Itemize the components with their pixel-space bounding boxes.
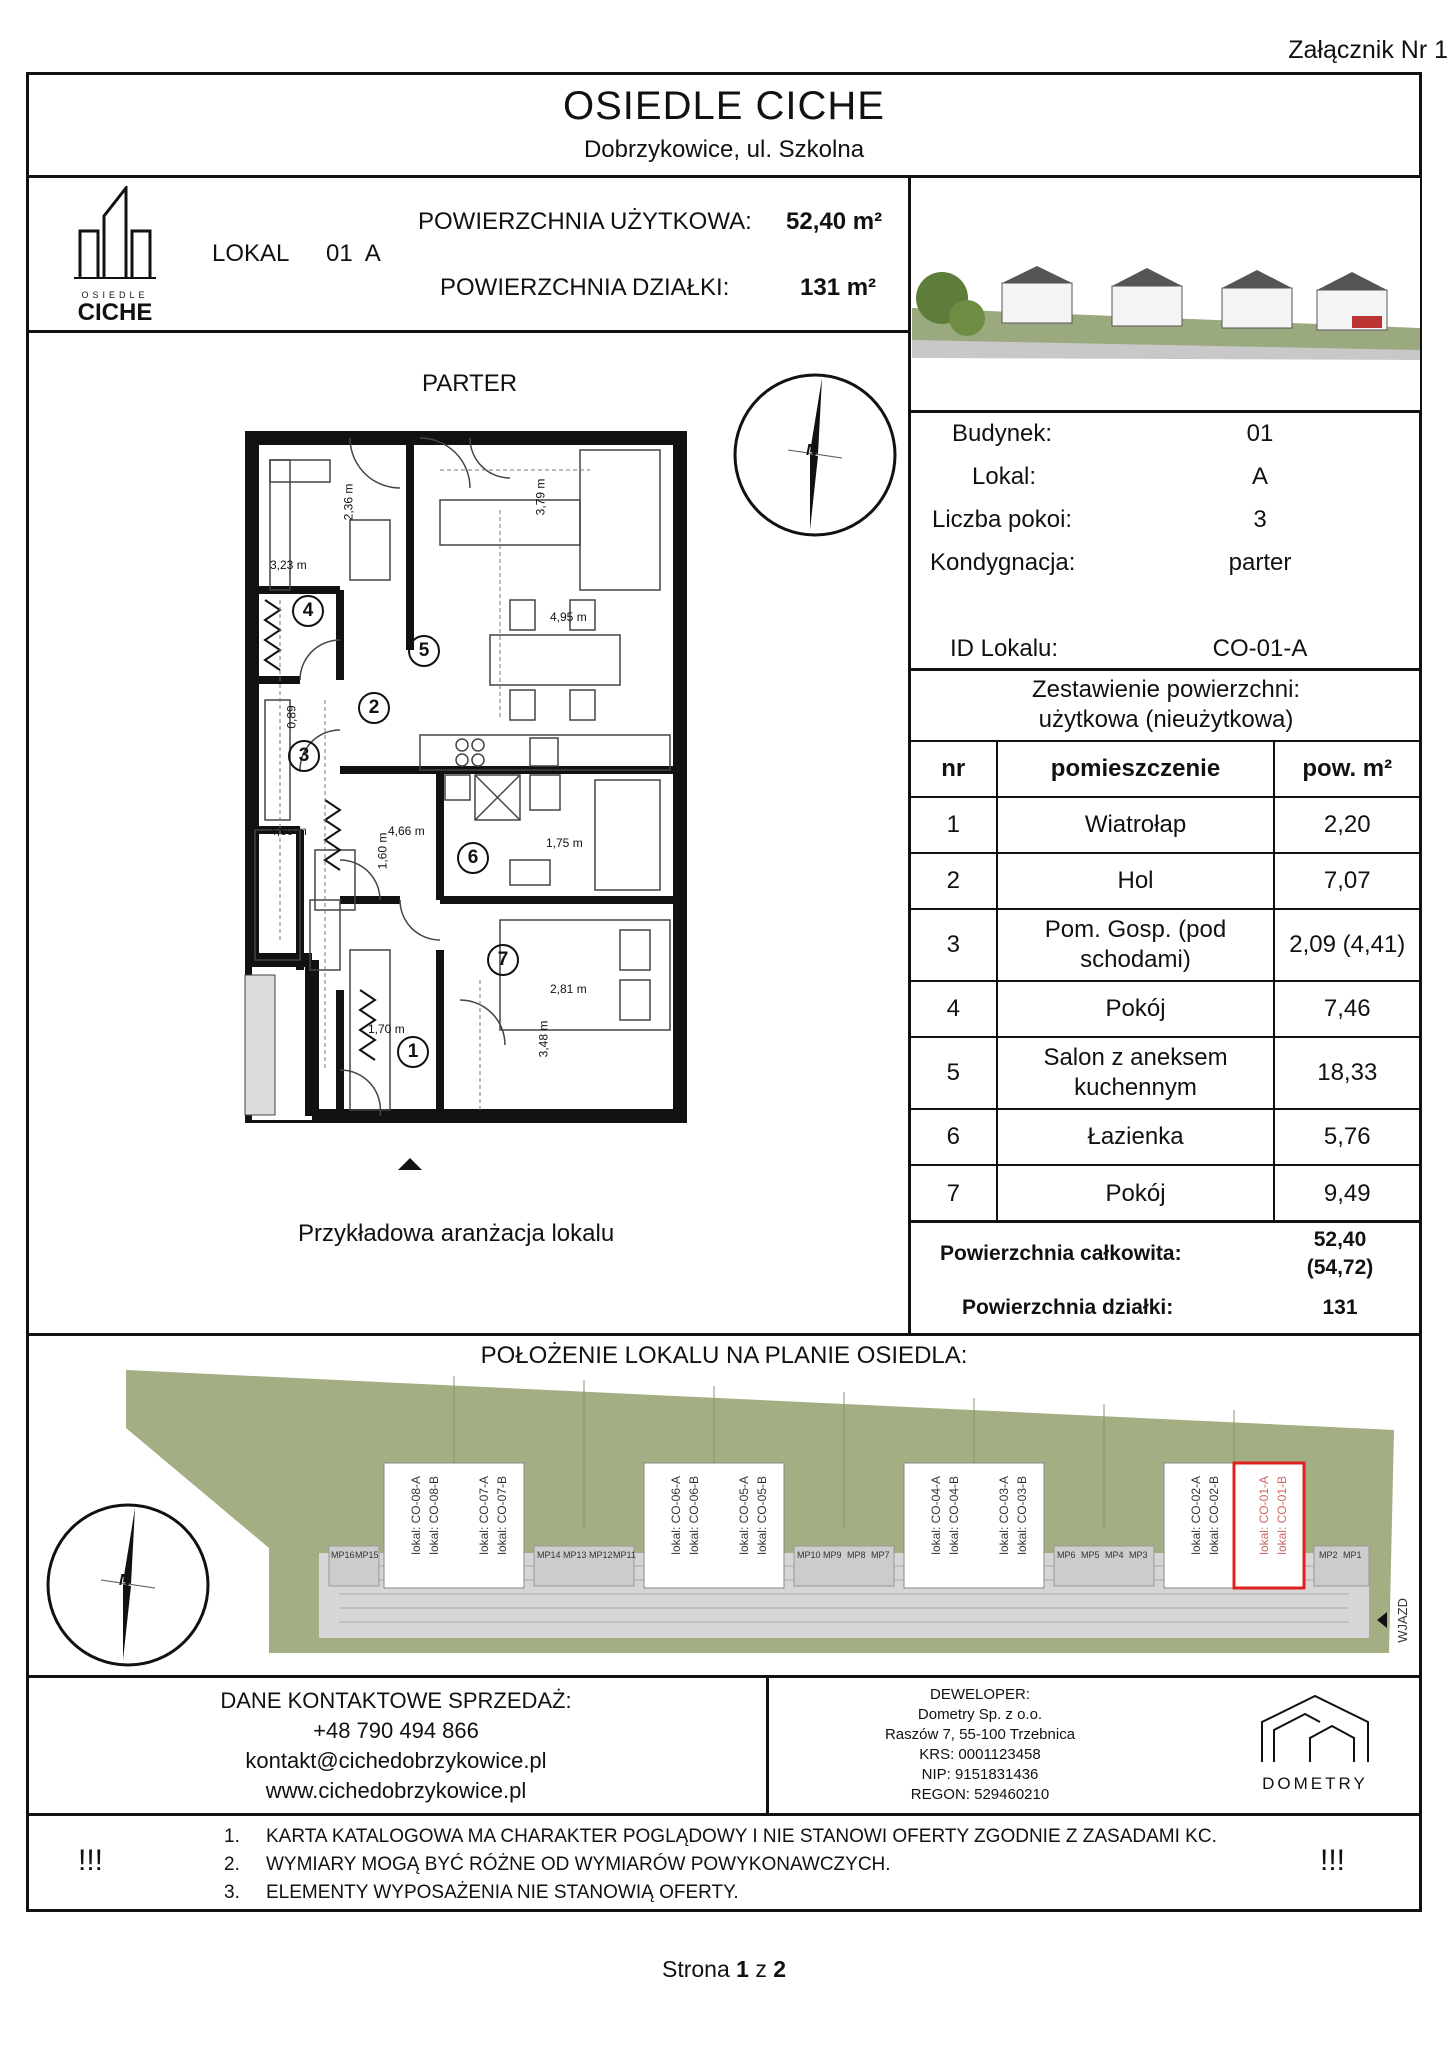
row-area: 2,09 (4,41) (1274, 909, 1420, 981)
lot-label: lokal: CO-04-B (947, 1476, 961, 1555)
parking-label: MP4 (1105, 1550, 1124, 1560)
area-table-header (910, 741, 1420, 797)
plot-area-table-label: Powierzchnia działki: (962, 1296, 1174, 1319)
usable-area-label: POWIERZCHNIA UŻYTKOWA: (418, 208, 752, 235)
lokal-value: 01 A (326, 240, 381, 267)
parking-label: MP1 (1343, 1550, 1362, 1560)
warning-mark-left: !!! (78, 1844, 104, 1877)
info-label-id: ID Lokalu: (950, 635, 1059, 662)
developer-regon: REGON: 529460210 (910, 1786, 1050, 1803)
room-marker-1: 1 (397, 1036, 429, 1068)
row-area: 7,46 (1274, 981, 1420, 1037)
row-room: Łazienka (997, 1109, 1273, 1165)
total-area-value: 52,40 (1313, 1228, 1367, 1251)
col-header-nr: nr (910, 741, 997, 797)
dim-label: 2,36 m (341, 483, 356, 521)
page-footer (0, 1956, 1448, 1983)
lot-label: lokal: CO-05-B (755, 1476, 769, 1555)
lot-label: lokal: CO-03-B (1015, 1476, 1029, 1555)
note-text: KARTA KATALOGOWA MA CHARAKTER POGLĄDOWY I NIE STANOWI OFERTY ZGODNIE Z ZASADAMI KC. (266, 1826, 1217, 1847)
contact-email: kontakt@cichedobrzykowice.pl (245, 1748, 547, 1773)
table-row (910, 1165, 1420, 1221)
table-row (910, 1109, 1420, 1165)
lot-label-highlighted: lokal: CO-01-B (1275, 1476, 1289, 1555)
total-area-gross-value: (54,72) (1306, 1256, 1374, 1279)
entry-label: WJAZD (1395, 1598, 1410, 1643)
site-compass-icon (43, 1500, 213, 1670)
dim-label: 1,60 m (375, 832, 390, 870)
annex-label: Załącznik Nr 1 (1288, 36, 1448, 64)
lot-label: lokal: CO-02-B (1207, 1476, 1221, 1555)
info-label-lokal: Lokal: (972, 463, 1037, 490)
footer-total: 2 (773, 1956, 787, 1982)
room-marker-3: 3 (288, 740, 320, 772)
row-room: Pokój (997, 1165, 1273, 1221)
room-marker-5: 5 (408, 635, 440, 667)
row-nr: 4 (910, 981, 997, 1037)
building-rendering (912, 178, 1420, 410)
parking-label: MP6 (1057, 1550, 1076, 1560)
dim-label: 3,23 m (270, 558, 307, 572)
parking-label: MP8 (847, 1550, 866, 1560)
usable-area-value: 52,40 m² (786, 208, 883, 235)
lot-label: lokal: CO-06-B (687, 1476, 701, 1555)
plot-area-label: POWIERZCHNIA DZIAŁKI: (440, 274, 730, 301)
info-label-pokoje: Liczba pokoi: (932, 506, 1073, 533)
lot-label: lokal: CO-07-B (495, 1476, 509, 1555)
note-text: WYMIARY MOGĄ BYĆ RÓŻNE OD WYMIARÓW POWYKONAWCZYCH. (266, 1854, 891, 1875)
row-area: 18,33 (1274, 1037, 1420, 1109)
row-area: 5,76 (1274, 1109, 1420, 1165)
dim-label: 4,66 m (388, 824, 425, 838)
parking-label: MP10 (797, 1550, 821, 1560)
page-subtitle: Dobrzykowice, ul. Szkolna (583, 136, 865, 163)
row-nr: 7 (910, 1165, 997, 1221)
contact-heading: DANE KONTAKTOWE SPRZEDAŻ: (220, 1688, 572, 1713)
room-marker-7: 7 (487, 944, 519, 976)
footer-sep: z (755, 1956, 767, 1982)
developer-heading: DEWELOPER: (929, 1686, 1031, 1703)
info-value-pokoje: 3 (1253, 506, 1267, 533)
row-nr: 3 (910, 909, 997, 981)
table-row (910, 909, 1420, 981)
contact-website: www.cichedobrzykowice.pl (265, 1778, 527, 1803)
row-room: Wiatrołap (997, 797, 1273, 853)
room-marker-2: 2 (358, 692, 390, 724)
note-number: 3. (224, 1882, 240, 1903)
parking-label: MP15 (355, 1550, 379, 1560)
row-nr: 5 (910, 1037, 997, 1109)
entrance-arrow-icon (398, 1158, 422, 1170)
area-heading-1: Zestawienie powierzchni: (1031, 676, 1301, 703)
dometry-logo-icon (1250, 1692, 1380, 1772)
logo-small-text: OSIEDLE (81, 290, 149, 300)
parking-label: MP14 (537, 1550, 561, 1560)
row-room: Pom. Gosp. (pod schodami) (997, 909, 1273, 981)
note-number: 1. (224, 1826, 240, 1847)
dometry-logo (1250, 1692, 1380, 1802)
plan-caption: Przykładowa aranżacja lokalu (298, 1220, 615, 1247)
col-header-room: pomieszczenie (997, 741, 1273, 797)
parking-label: MP11 (613, 1550, 636, 1560)
contact-phone: +48 790 494 866 (313, 1718, 479, 1743)
col-header-area: pow. m² (1274, 741, 1420, 797)
info-value-id: CO-01-A (1212, 635, 1308, 662)
parking-label: MP16 (331, 1550, 355, 1560)
dim-label: 1,70 m (368, 1022, 405, 1036)
floor-plan (240, 430, 690, 1130)
plot-area-table-value: 131 (1322, 1296, 1358, 1319)
table-row (910, 797, 1420, 853)
site-plan (29, 1368, 1419, 1673)
developer-nip: NIP: 9151831436 (921, 1766, 1039, 1783)
room-marker-4: 4 (292, 595, 324, 627)
compass-n-label: N (806, 442, 818, 459)
row-area: 2,20 (1274, 797, 1420, 853)
parking-label: MP7 (871, 1550, 890, 1560)
lot-label: lokal: CO-05-A (737, 1476, 751, 1555)
parking-label: MP9 (823, 1550, 842, 1560)
compass-icon (730, 370, 900, 540)
info-value-kondygnacja: parter (1228, 549, 1292, 576)
dim-label: 2,81 m (550, 982, 587, 996)
row-room: Pokój (997, 981, 1273, 1037)
entry-arrow-icon (1377, 1612, 1387, 1628)
info-label-kondygnacja: Kondygnacja: (930, 549, 1076, 576)
dim-label: 3,79 m (533, 478, 548, 516)
lot-label: lokal: CO-08-B (427, 1476, 441, 1555)
total-area-label: Powierzchnia całkowita: (940, 1242, 1182, 1265)
note-text: ELEMENTY WYPOSAŻENIA NIE STANOWIĄ OFERTY. (266, 1882, 739, 1903)
lot-label: lokal: CO-07-A (477, 1476, 491, 1555)
dim-label: 0,89 (284, 705, 299, 729)
lot-label-highlighted: lokal: CO-01-A (1257, 1476, 1271, 1555)
dim-label: 4,60 m (270, 824, 307, 838)
plot-area-value: 131 m² (800, 274, 877, 301)
dim-label: 4,95 m (550, 610, 587, 624)
lot-label: lokal: CO-08-A (409, 1476, 423, 1555)
row-nr: 2 (910, 853, 997, 909)
table-row (910, 1037, 1420, 1109)
row-room: Salon z aneksem kuchennym (997, 1037, 1273, 1109)
warning-mark-right: !!! (1320, 1844, 1346, 1877)
developer-address: Raszów 7, 55-100 Trzebnica (884, 1726, 1076, 1743)
dometry-logo-text: DOMETRY (1262, 1774, 1368, 1793)
developer-name: Dometry Sp. z o.o. (917, 1706, 1043, 1723)
logo-big-text: CICHE (77, 299, 153, 326)
parking-label: MP12 (589, 1550, 613, 1560)
area-table (910, 740, 1420, 1221)
room-marker-6: 6 (457, 842, 489, 874)
developer-krs: KRS: 0001123458 (919, 1746, 1041, 1763)
dim-label: 3,48 m (536, 1020, 551, 1058)
area-heading-2: użytkowa (nieużytkowa) (1038, 706, 1294, 733)
lokal-label: LOKAL (212, 240, 290, 267)
lot-label: lokal: CO-06-A (669, 1476, 683, 1555)
footer-prefix: Strona (661, 1956, 730, 1982)
site-plan-title: POŁOŻENIE LOKALU NA PLANIE OSIEDLA: (480, 1342, 968, 1369)
parking-label: MP13 (563, 1550, 587, 1560)
row-area: 7,07 (1274, 853, 1420, 909)
row-nr: 1 (910, 797, 997, 853)
info-value-budynek: 01 (1246, 420, 1274, 447)
row-nr: 6 (910, 1109, 997, 1165)
lot-label: lokal: CO-02-A (1189, 1476, 1203, 1555)
row-area: 9,49 (1274, 1165, 1420, 1221)
footer-page: 1 (736, 1956, 749, 1982)
floor-label: PARTER (422, 370, 518, 397)
info-label-budynek: Budynek: (952, 420, 1053, 447)
parking-label: MP2 (1319, 1550, 1338, 1560)
page-title: OSIEDLE CICHE (563, 84, 885, 128)
row-room: Hol (997, 853, 1273, 909)
ciche-logo (70, 186, 160, 326)
info-value-lokal: A (1251, 463, 1268, 490)
lot-label: lokal: CO-04-A (929, 1476, 943, 1555)
table-row (910, 853, 1420, 909)
note-number: 2. (224, 1854, 240, 1875)
lot-label: lokal: CO-03-A (997, 1476, 1011, 1555)
site-compass-n-label: N (119, 1572, 131, 1589)
dim-label: 1,75 m (546, 836, 583, 850)
table-row (910, 981, 1420, 1037)
parking-label: MP5 (1081, 1550, 1100, 1560)
parking-label: MP3 (1129, 1550, 1148, 1560)
